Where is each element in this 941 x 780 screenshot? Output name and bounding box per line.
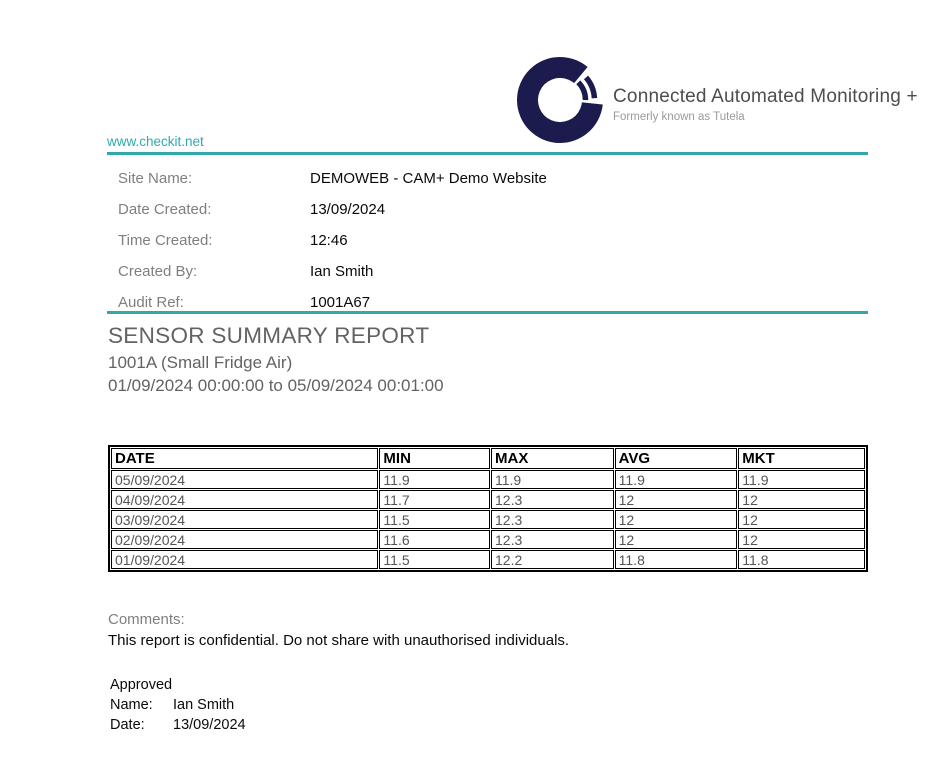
meta-value: DEMOWEB - CAM+ Demo Website (310, 170, 547, 187)
approval-date-line (110, 715, 246, 735)
page-title: SENSOR SUMMARY REPORT (108, 323, 430, 348)
header-divider (107, 152, 868, 155)
approval-date-label: Date: (110, 717, 145, 733)
cell-min: 11.5 (379, 510, 490, 529)
cell-max: 11.9 (491, 470, 614, 489)
cell-mkt: 11.9 (738, 470, 865, 489)
cell-avg: 12 (615, 530, 738, 549)
logo-block (515, 55, 918, 150)
cell-mkt: 12 (738, 510, 865, 529)
table-row (111, 550, 865, 569)
approval-date-value: 13/09/2024 (173, 717, 246, 733)
cell-max: 12.3 (491, 490, 614, 509)
meta-row-created-by (118, 256, 718, 287)
meta-row-time-created (118, 225, 718, 256)
cell-date: 02/09/2024 (111, 530, 378, 549)
table-header-row (111, 448, 865, 469)
table-row (111, 490, 865, 509)
section-divider (107, 311, 868, 314)
comments-block (108, 609, 569, 651)
cell-min: 11.5 (379, 550, 490, 569)
column-header-avg: AVG (615, 448, 738, 469)
meta-value: Ian Smith (310, 263, 374, 280)
logo-title: Connected Automated Monitoring + (613, 86, 918, 107)
title-block (108, 322, 444, 397)
meta-row-date-created (118, 194, 718, 225)
cell-avg: 12 (615, 510, 738, 529)
approval-heading: Approved (110, 677, 173, 693)
column-header-mkt: MKT (738, 448, 865, 469)
cell-max: 12.3 (491, 530, 614, 549)
meta-label: Date Created: (118, 201, 212, 218)
meta-label: Audit Ref: (118, 294, 184, 311)
sensor-summary-table (108, 445, 868, 572)
meta-value: 12:46 (310, 232, 348, 249)
cell-date: 03/09/2024 (111, 510, 378, 529)
column-header-date: DATE (111, 448, 378, 469)
meta-row-site-name (118, 163, 718, 194)
cell-date: 05/09/2024 (111, 470, 378, 489)
comments-text: This report is confidential. Do not share with unauthorised individuals. (108, 632, 570, 649)
approval-block (110, 675, 246, 735)
approval-name-value: Ian Smith (173, 697, 235, 713)
meta-label: Created By: (118, 263, 198, 280)
meta-label: Time Created: (118, 232, 213, 249)
report-period: 01/09/2024 00:00:00 to 05/09/2024 00:01:00 (108, 376, 444, 395)
comments-label: Comments: (108, 611, 185, 628)
cell-mkt: 12 (738, 490, 865, 509)
cell-min: 11.6 (379, 530, 490, 549)
cell-date: 04/09/2024 (111, 490, 378, 509)
meta-block (118, 163, 718, 318)
cell-max: 12.3 (491, 510, 614, 529)
cell-date: 01/09/2024 (111, 550, 378, 569)
cell-min: 11.7 (379, 490, 490, 509)
cell-avg: 11.8 (615, 550, 738, 569)
cell-mkt: 12 (738, 530, 865, 549)
table-row (111, 530, 865, 549)
cell-mkt: 11.8 (738, 550, 865, 569)
logo-text (613, 82, 918, 123)
meta-value: 1001A67 (310, 294, 371, 311)
website-link[interactable]: www.checkit.net (107, 134, 204, 149)
sensor-name: 1001A (Small Fridge Air) (108, 353, 293, 372)
table-row (111, 510, 865, 529)
approval-name-label: Name: (110, 697, 153, 713)
cam-plus-logo-icon (515, 55, 605, 150)
cell-avg: 12 (615, 490, 738, 509)
cell-max: 12.2 (491, 550, 614, 569)
column-header-min: MIN (379, 448, 490, 469)
approval-name-line (110, 695, 246, 715)
meta-label: Site Name: (118, 170, 193, 187)
meta-value: 13/09/2024 (310, 201, 386, 218)
logo-subtitle: Formerly known as Tutela (613, 111, 745, 123)
table-row (111, 470, 865, 489)
cell-min: 11.9 (379, 470, 490, 489)
column-header-max: MAX (491, 448, 614, 469)
cell-avg: 11.9 (615, 470, 738, 489)
